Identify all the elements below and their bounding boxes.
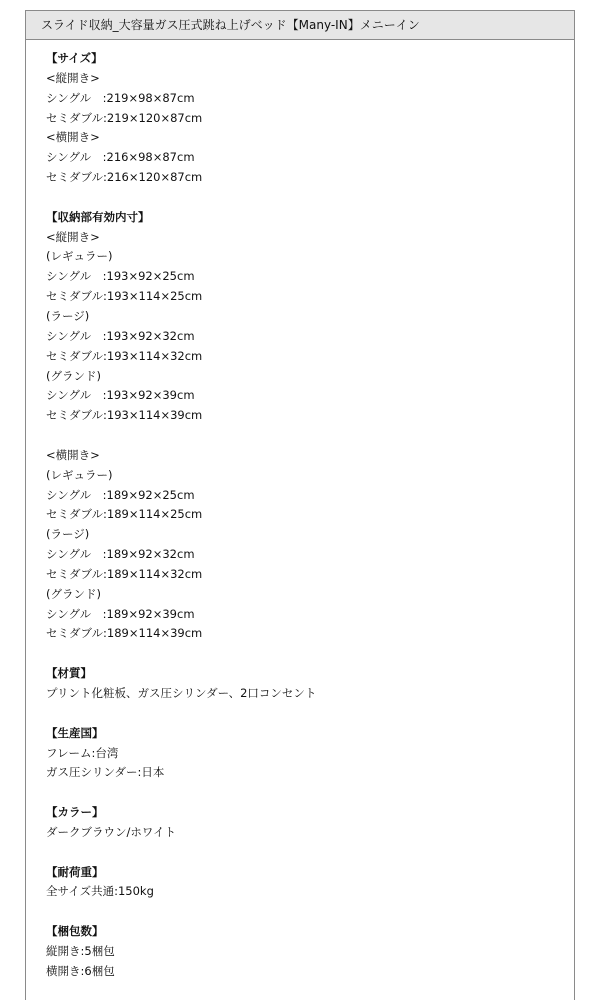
spacer	[46, 644, 574, 664]
spec-list	[26, 40, 574, 982]
spec-line: (ラージ)	[46, 308, 90, 323]
spec-line: セミダブル:193×114×32cm	[46, 348, 203, 363]
spec-line: 横開き:6梱包	[46, 963, 115, 978]
spec-line: フレーム:台湾	[46, 745, 119, 760]
spec-line: プリント化粧板、ガス圧シリンダー、2口コンセント	[46, 686, 317, 700]
section-heading: 【耐荷重】	[46, 864, 104, 879]
spec-line: セミダブル:189×114×25cm	[46, 507, 203, 522]
spec-line: <横開き>	[46, 130, 100, 145]
section-heading: 【サイズ】	[46, 51, 103, 65]
section-heading: 【梱包数】	[46, 924, 104, 939]
spec-line: シングル :193×92×39cm	[46, 388, 195, 403]
spec-line: セミダブル:189×114×32cm	[46, 566, 203, 581]
spec-line: シングル :193×92×25cm	[46, 269, 195, 284]
product-title: スライド収納_大容量ガス圧式跳ね上げベッド【Many-IN】メニーイン	[25, 10, 575, 40]
spec-line: (グランド)	[46, 586, 101, 601]
spec-line: セミダブル:219×120×87cm	[46, 110, 203, 125]
spec-line: (グランド)	[46, 368, 101, 383]
spec-line: セミダブル:189×114×39cm	[46, 626, 203, 641]
spacer	[46, 783, 574, 803]
spec-panel	[25, 10, 575, 1000]
spec-line: <横開き>	[46, 447, 100, 462]
spec-line: 縦開き:5梱包	[46, 943, 115, 958]
spacer	[46, 902, 574, 922]
spec-line: シングル :216×98×87cm	[46, 150, 195, 165]
spec-line: (レギュラー)	[46, 467, 113, 482]
spec-line: シングル :189×92×25cm	[46, 487, 195, 502]
spec-line: 全サイズ共通:150kg	[46, 884, 154, 899]
spec-line: シングル :189×92×32cm	[46, 547, 195, 562]
spacer	[46, 843, 574, 863]
spec-line: <縦開き>	[46, 70, 100, 85]
spec-line: シングル :219×98×87cm	[46, 90, 195, 105]
spec-line: (ラージ)	[46, 527, 90, 542]
section-heading: 【生産国】	[46, 725, 104, 740]
spec-line: (レギュラー)	[46, 249, 113, 264]
spec-line: セミダブル:216×120×87cm	[46, 170, 203, 185]
spacer	[46, 704, 574, 724]
section-heading: 【収納部有効内寸】	[46, 209, 150, 224]
spacer	[46, 188, 574, 208]
spec-line: <縦開き>	[46, 229, 100, 244]
section-heading: 【カラー】	[46, 805, 104, 820]
spec-line: ガス圧シリンダー:日本	[46, 765, 165, 780]
section-heading: 【材質】	[46, 666, 92, 681]
spec-line: セミダブル:193×114×39cm	[46, 408, 203, 423]
spec-line: ダークブラウン/ホワイト	[46, 824, 177, 839]
spec-line: シングル :189×92×39cm	[46, 606, 195, 621]
spacer	[46, 426, 574, 446]
spec-line: セミダブル:193×114×25cm	[46, 289, 203, 304]
spec-line: シングル :193×92×32cm	[46, 328, 195, 343]
